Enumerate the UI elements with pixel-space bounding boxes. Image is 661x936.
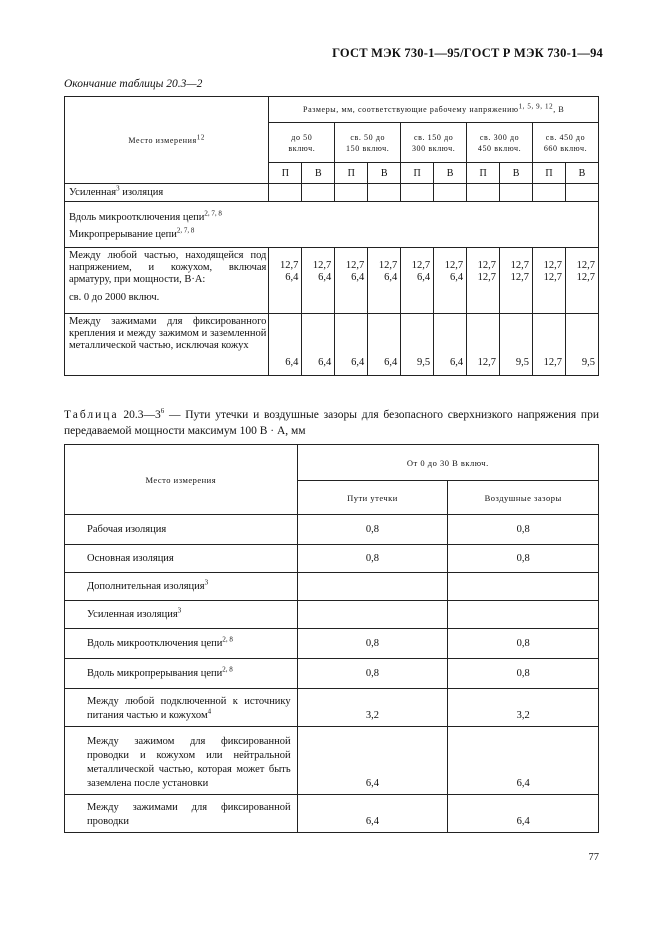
table2-place-text: Усиленная изоляция (87, 608, 178, 620)
table1-pv-header: В (302, 163, 335, 184)
table1-any-cell (434, 248, 467, 314)
table2-creep-value (297, 573, 448, 601)
table2-air-value (448, 573, 599, 601)
table1-pv-header: В (500, 163, 533, 184)
table2-place-sup: 2, 8 (222, 665, 233, 673)
table2-place-cell (65, 629, 298, 659)
table2-air-value: 6,4 (448, 727, 599, 795)
table1-pv-header: П (335, 163, 368, 184)
table1-pv-header: В (434, 163, 467, 184)
table2-place-sup: 3 (177, 606, 182, 614)
table1-any-cell (500, 248, 533, 314)
table2-air-value: 6,4 (448, 795, 599, 833)
table2-creep-value: 0,8 (297, 659, 448, 689)
table2-caption (64, 407, 599, 439)
table1-row-clamps-text: Между зажимами для фиксированного крепления и между зажимом и заземленной металлической частью, исключая кожух (69, 316, 267, 351)
table1-any-value2: 6,4 (384, 272, 398, 283)
table2-place-text: Между зажимами для фиксированной проводки (87, 802, 291, 827)
table1-range-line1: св. 150 до (413, 132, 454, 142)
table1-range-line1: св. 450 до (545, 132, 586, 142)
table1-clamps-value: 9,5 (401, 314, 434, 376)
table2-row (65, 795, 599, 833)
table1-header-place-sup: 12 (196, 132, 205, 141)
table2-caption-num: 20.3—3 (123, 409, 161, 421)
table2-place-cell (65, 659, 298, 689)
table1-pv-header: П (533, 163, 566, 184)
table1-pv-header: П (467, 163, 500, 184)
table2-place-text: Рабочая изоляция (87, 523, 167, 535)
table1-any-value1: 12,7 (477, 260, 497, 271)
table1-pv-header: П (401, 163, 434, 184)
table1-row-micro-int (65, 224, 599, 248)
table2-air-value: 0,8 (448, 515, 599, 545)
table2-row (65, 727, 599, 795)
table1-any-value2: 12,7 (510, 272, 529, 283)
table1-header-group (269, 97, 599, 123)
table-20-3-3 (64, 444, 599, 833)
table1-row-reinforced-text2: изоляция (119, 186, 164, 198)
table2-place-text: Основная изоляция (87, 552, 174, 564)
table1-any-cell (401, 248, 434, 314)
table2-creep-value: 0,8 (297, 545, 448, 573)
table2-creep-value: 0,8 (297, 629, 448, 659)
table2-place-sup: 2, 8 (222, 635, 233, 643)
table2-header-creep: Пути утечки (297, 481, 448, 515)
table2-place-text: Между любой подключенной к источнику питания частью и кожухом (87, 696, 291, 721)
table1-any-cell (335, 248, 368, 314)
table1-row-micro-int-sup: 2, 7, 8 (176, 226, 195, 235)
table1-range-line2: 300 включ. (411, 143, 456, 153)
table1-any-value1: 12,7 (312, 260, 332, 271)
table2-creep-value: 3,2 (297, 689, 448, 727)
table1-any-value2: 12,7 (576, 272, 595, 283)
table2-place-cell (65, 545, 298, 573)
table1-header-place-text: Место измерения (128, 135, 197, 145)
table2-row (65, 515, 599, 545)
table1-range-line2: включ. (288, 143, 316, 153)
table1-header-group-sup: 1, 5, 9, 12 (518, 102, 554, 111)
table1-range-line1: св. 50 до (350, 132, 386, 142)
table1-row-micro-off (65, 202, 599, 224)
table1-row-reinforced-text: Усиленная (69, 186, 117, 198)
table1-row-reinforced (65, 184, 599, 202)
table1-range-1 (335, 123, 401, 163)
table2-row (65, 545, 599, 573)
table1-range-0 (269, 123, 335, 163)
table1-any-cell (269, 248, 302, 314)
table1-row-micro-off-text: Вдоль микроотключения цепи (69, 211, 205, 223)
table1-any-value2: 12,7 (477, 272, 497, 283)
table1-clamps-value: 6,4 (368, 314, 401, 376)
table2-air-value (448, 601, 599, 629)
table1-range-line2: 660 включ. (543, 143, 588, 153)
table1-clamps-value: 9,5 (500, 314, 533, 376)
table1-row-any-text: Между любой частью, находящейся под напряжением, и кожухом, включая арматуру, при мощности, В·А: (69, 250, 267, 285)
table1-any-value2: 6,4 (318, 272, 332, 283)
table2-header-air: Воздушные зазоры (448, 481, 599, 515)
table2-creep-value: 6,4 (297, 727, 448, 795)
table2-place-cell (65, 727, 298, 795)
table1-pv-header: В (565, 163, 598, 184)
table1-row-clamps (65, 314, 599, 376)
table2-place-text: Дополнительная изоляция (87, 580, 205, 592)
table2-air-value: 0,8 (448, 659, 599, 689)
table-20-3-2 (64, 96, 599, 376)
table2-caption-text: — Пути утечки и воздушные зазоры для безопасного сверхнизкого напряжения при передаваемой мощности максимум 100 В · А, мм (64, 409, 599, 437)
table2-row (65, 629, 599, 659)
table1-any-value1: 12,7 (444, 260, 464, 271)
table2-creep-value (297, 601, 448, 629)
table1-header-group-unit: , В (553, 105, 565, 114)
table2-row (65, 573, 599, 601)
table2-caption-word: Таблица (64, 409, 119, 421)
table2-place-text: Вдоль микроотключения цепи (87, 637, 223, 649)
table2-place-sup: 3 (204, 578, 209, 586)
table1-any-value2: 12,7 (543, 272, 562, 283)
page-header: ГОСТ МЭК 730-1—95/ГОСТ Р МЭК 730-1—94 (332, 46, 603, 60)
table1-range-3 (467, 123, 533, 163)
table1-range-line2: 150 включ. (346, 143, 390, 153)
table1-range-2 (401, 123, 467, 163)
table2-row (65, 689, 599, 727)
table2-place-text: Между зажимом для фиксированной проводки и кожухом или нейтральной металлической частью, которая может быть заземлена после установки (87, 736, 291, 789)
table2-place-cell (65, 515, 298, 545)
table1-clamps-value: 6,4 (302, 314, 335, 376)
table1-any-cell (368, 248, 401, 314)
table2-place-cell (65, 795, 298, 833)
table1-any-value1: 12,7 (411, 260, 431, 271)
table1-any-value1: 12,7 (576, 260, 595, 271)
table2-air-value: 3,2 (448, 689, 599, 727)
table2-caption-sup: 6 (160, 407, 165, 416)
table1-range-line1: до 50 (291, 132, 313, 142)
table2-header-group: От 0 до 30 В включ. (297, 445, 598, 481)
table1-pv-header: В (368, 163, 401, 184)
page-number: 77 (588, 852, 599, 863)
table1-any-value2: 6,4 (285, 272, 299, 283)
table2-creep-value: 6,4 (297, 795, 448, 833)
table1-pv-header: П (269, 163, 302, 184)
table2-place-cell (65, 601, 298, 629)
table2-place-cell (65, 689, 298, 727)
table1-row-reinforced-sup: 3 (116, 184, 120, 192)
table1-range-line2: 450 включ. (477, 143, 522, 153)
table2-row (65, 601, 599, 629)
table1-any-value1: 12,7 (345, 260, 365, 271)
table1-any-cell (565, 248, 598, 314)
table2-place-cell (65, 573, 298, 601)
table1-any-value1: 12,7 (378, 260, 398, 271)
table1-any-cell (302, 248, 335, 314)
table1-row-micro-int-text: Микропрерывание цепи (69, 229, 177, 241)
table1-continuation-label: Окончание таблицы 20.3—2 (64, 78, 203, 90)
table1-clamps-value: 12,7 (467, 314, 500, 376)
table2-row (65, 659, 599, 689)
table1-any-cell (467, 248, 500, 314)
table2-air-value: 0,8 (448, 545, 599, 573)
table1-header-place (65, 97, 269, 184)
table2-air-value: 0,8 (448, 629, 599, 659)
table1-any-value1: 12,7 (543, 260, 562, 271)
table1-any-value2: 6,4 (417, 272, 431, 283)
table2-header-place: Место измерения (65, 445, 298, 515)
table1-any-value1: 12,7 (510, 260, 529, 271)
table1-range-line1: св. 300 до (479, 132, 520, 142)
table1-row-any-sub: св. 0 до 2000 включ. (69, 292, 160, 303)
table2-place-text: Вдоль микропрерывания цепи (87, 667, 223, 679)
table1-clamps-value: 6,4 (335, 314, 368, 376)
table1-clamps-value: 6,4 (434, 314, 467, 376)
table1-range-4 (533, 123, 599, 163)
table1-header-group-text: Размеры, мм, соответствующие рабочему напряжению (303, 105, 519, 114)
table1-row-any-part (65, 248, 599, 314)
table2-creep-value: 0,8 (297, 515, 448, 545)
table1-any-value1: 12,7 (279, 260, 299, 271)
table2-place-sup: 4 (207, 707, 212, 716)
table1-any-value2: 6,4 (351, 272, 365, 283)
table1-clamps-value: 6,4 (269, 314, 302, 376)
table1-any-cell (533, 248, 566, 314)
table1-any-value2: 6,4 (449, 272, 464, 283)
table1-row-micro-off-sup: 2, 7, 8 (204, 209, 222, 217)
table1-clamps-value: 12,7 (533, 314, 566, 376)
table1-clamps-value: 9,5 (565, 314, 598, 376)
